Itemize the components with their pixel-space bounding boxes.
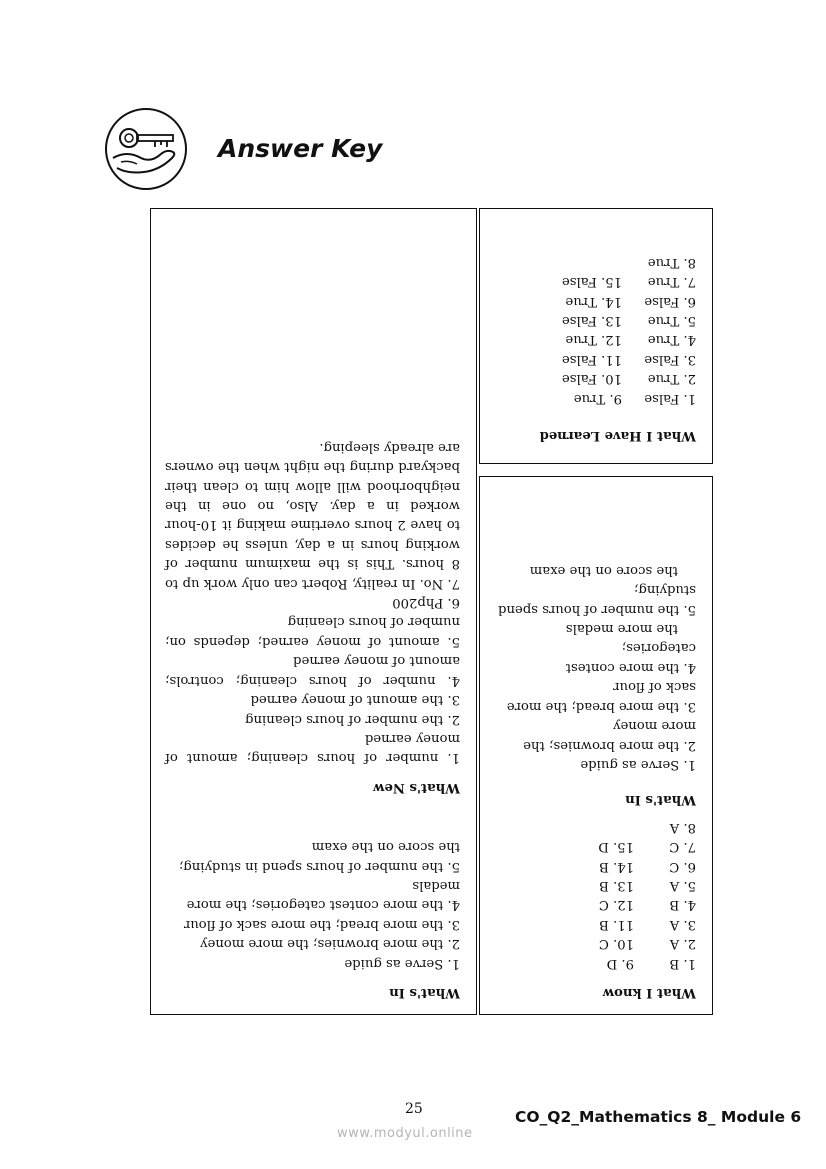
section-heading-whats-in: What's In <box>389 985 460 1000</box>
answer-box-right-bottom <box>479 476 713 1015</box>
section-heading-what-i-know: What I know <box>602 985 696 1000</box>
answer-row: 1. B 9. D <box>606 955 696 971</box>
section-heading-whats-new: What's New <box>373 779 460 795</box>
answer-row: 7. True 15. False <box>561 274 696 290</box>
section-heading-what-i-have-learned: What I Have Learned <box>539 428 696 443</box>
list-item: 2. the number of hours cleaning <box>245 711 460 727</box>
answer-row: 6. False 14. True <box>565 293 696 309</box>
answer-row: 1. False 9. True <box>573 390 696 406</box>
answer-row: 4. B 12. C <box>598 897 696 913</box>
page-title: Answer Key <box>218 134 383 163</box>
page-number: 25 <box>405 1101 423 1117</box>
answer-row: 3. A 11. B <box>599 916 696 932</box>
answer-row: 8. A <box>669 819 696 835</box>
list-item: 1. Serve as guide <box>580 756 696 772</box>
list-item: the score on the exam <box>529 562 678 578</box>
list-item: 7. No. In reality, Robert can only work up to 8 hours. This is the maximum number of working hours in a day, unless he decides to have 2 hours overtime making it 10-hour worked in a day. Also, no one in the neighborhood will allow him to clean their backyard during the night when the owners are already sleeping. <box>165 439 460 591</box>
key-in-hand-icon <box>103 106 189 192</box>
answer-row: 6. C 14. B <box>599 858 696 874</box>
list-item: 2. the more brownies; the more money <box>523 718 696 753</box>
answer-row: 3. False 11. False <box>561 351 696 367</box>
watermark: www.modyul.online <box>337 1126 473 1141</box>
answer-box-right-top <box>479 208 713 464</box>
answer-row: 5. A 13. B <box>599 877 696 893</box>
list-item: 6. Php200 <box>392 595 460 611</box>
list-item: 1. number of hours cleaning; amount of money earned <box>165 730 460 766</box>
answer-row: 8. True <box>647 254 696 270</box>
list-item: 4. number of hours cleaning; controls; amount of money earned <box>165 653 460 688</box>
answer-row: 4. True 12. True <box>565 332 696 348</box>
list-item: 4. the more contest categories; the more medals <box>186 877 460 913</box>
module-code: CO_Q2_Mathematics 8_ Module 6 <box>515 1108 802 1126</box>
list-item: 3. the more bread; the more sack of flour <box>183 916 460 932</box>
list-item: 1. Serve as guide <box>344 955 460 971</box>
answer-row: 5. True 13. False <box>561 312 696 328</box>
list-item: the more medals <box>565 621 678 637</box>
list-item: 5. the number of hours spend studying; <box>498 582 696 617</box>
section-heading-whats-in: What's In <box>625 792 696 808</box>
answer-box-left <box>150 208 477 1015</box>
answer-row: 2. True 10. False <box>561 371 696 387</box>
list-item: 2. the more brownies; the more money <box>200 936 460 952</box>
list-item: 4. the more contest categories; <box>565 640 696 675</box>
list-item: 5. the number of hours spend in studying; the score on the exam <box>178 839 460 874</box>
list-item: 5. amount of money earned; depends on; number of hours cleaning <box>165 614 460 649</box>
list-item: 3. the amount of money earned <box>250 692 460 708</box>
answer-row: 7. C 15. D <box>598 839 696 855</box>
list-item: 3. the more bread; the more sack of flour <box>506 679 696 714</box>
answer-row: 2. A 10. C <box>598 936 696 952</box>
